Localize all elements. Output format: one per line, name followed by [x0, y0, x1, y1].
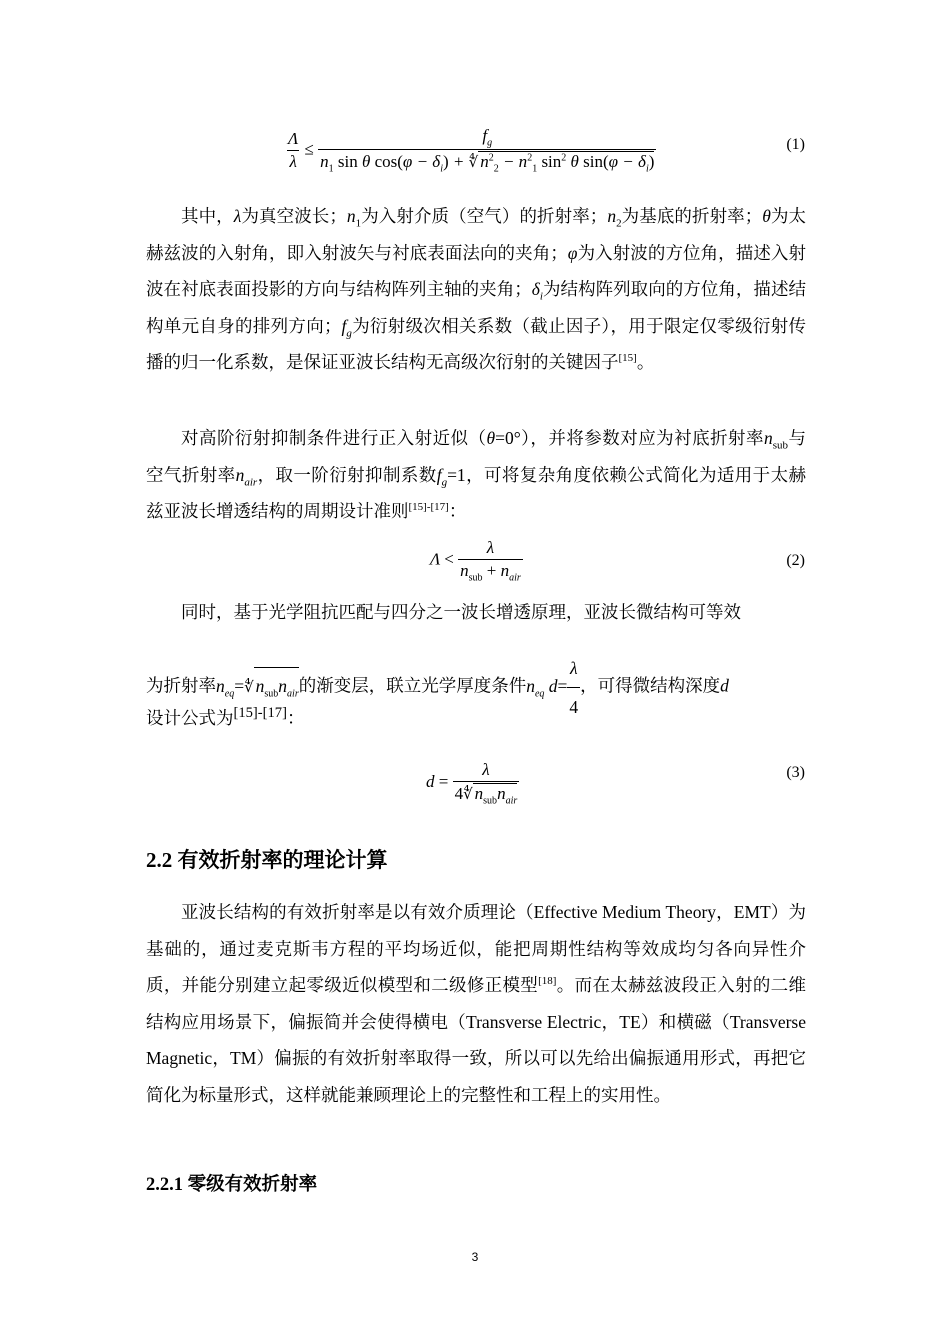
text-segment: 为折射率	[146, 675, 216, 696]
paragraph-emt: 亚波长结构的有效折射率是以有效介质理论（Effective Medium Theory，EMT）为基础的，通过麦克斯韦方程的平均场近似，能把周期性结构等效成均匀各向异性介质，并能分别建立起零级近似模型和二级修正模型[18]。而在太赫兹波段正入射的二维结构应用场景下，偏振简并会使得横电（Transverse Electric，TE）和横磁（Transverse Magnetic，TM）偏振的有效折射率取得一致，所以可以先给出偏振通用形式，再把它简化为标量形式，这样就能兼顾理论上的完整性和工程上的实用性。	[146, 902, 807, 1105]
paragraph-symbol-definitions: 其中，λ为真空波长；$n_1$为入射介质（空气）的折射率；$n_2$为基底的折射率；θ为太赫兹波的入射角，即入射波矢与衬底表面法向的夹角；φ为入射波的方位角，描述入射波在衬底表面投影的方向与结构阵列主轴的夹角；$\delta_i$为结构阵列取向的方位角，描述结构单元自身的排列方向；$f_g$为衍射级次相关系数（截止因子），用于限定仅零级衍射传播的归一化系数，是保证亚波长结构无高级次衍射的关键因子[15]。	[146, 206, 807, 372]
inline-math-neq: $n_{eq}=∜$ $n_{sub}n_{air}$	[216, 676, 299, 696]
equation-2: Λ < $\frac{\lambda}{n_{sub} + n_{air}}$	[430, 538, 521, 584]
inline-math-optical-thickness: $n_{eq}$ d= $\frac{\lambda}{4}$	[526, 676, 580, 696]
text-segment: 的渐变层，联立光学厚度条件	[298, 675, 527, 696]
text-segment: ，可得微结构深度	[580, 675, 721, 696]
equation-number-2: (2)	[786, 552, 805, 569]
section-heading-2-2-1: 2.2.1 零级有效折射率	[146, 1175, 318, 1195]
equation-number-1: (1)	[786, 136, 805, 153]
equation-3: d = $\frac{\lambda}{4∜ n_{sub}n_{air}}$	[426, 760, 518, 807]
paragraph-normal-incidence: 对高阶衍射抑制条件进行正入射近似（θ=0°），并将参数对应为衬底折射率$n_{sub}$与空气折射率$n_{air}$，取一阶衍射抑制系数$f_g=1$，可将复杂角度依赖公式简化为适用于太赫兹亚波长增透结构的周期设计准则[15]-[17]：	[146, 428, 807, 521]
paragraph-impedance-matching-line1: 同时，基于光学阻抗匹配与四分之一波长增透原理，亚波长微结构可等效	[181, 602, 741, 622]
equation-1: $\frac{\Lambda}{\lambda}$ ≤ $\frac{f_g}{n_1 \sin \theta \cos(\varphi - \delta_i) + ∜ n^2_2 - n^2_1 \sin^2 \theta \sin(\varphi - \delta_i)}$	[288, 126, 655, 175]
inline-math-d: d	[720, 675, 729, 696]
paragraph-impedance-matching-line3: 设计公式为[15]-[17]：	[146, 705, 305, 728]
equation-number-3: (3)	[786, 764, 805, 781]
section-heading-2-2: 2.2 有效折射率的理论计算	[146, 848, 388, 872]
page-number: 3	[471, 1250, 479, 1264]
